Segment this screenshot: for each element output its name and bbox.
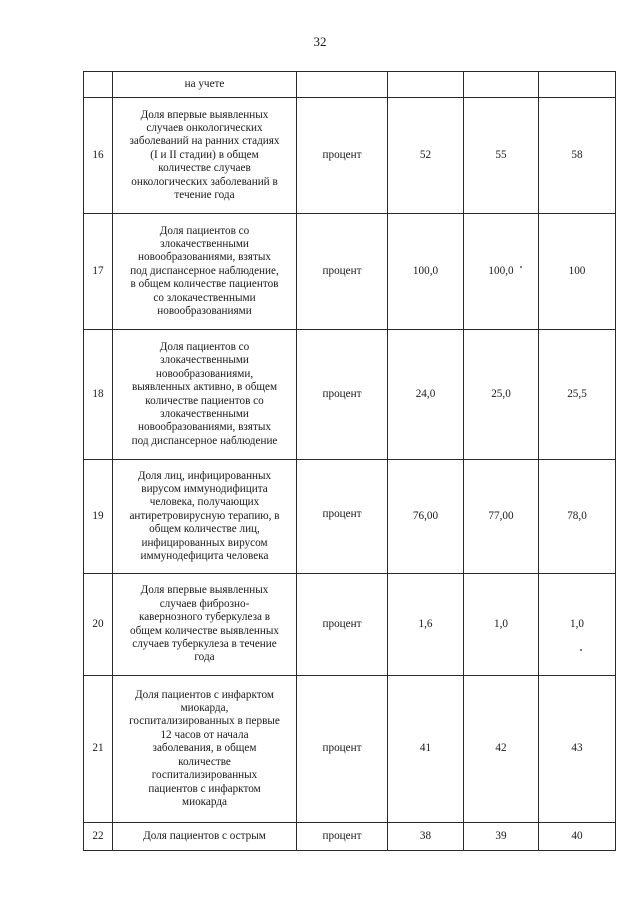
value-cell-3: 100 [539,214,616,330]
value-cell-1: 1,6 [388,574,464,676]
indicator-name-line: Доля впервые выявленных [140,108,269,121]
unit-cell [297,72,388,98]
indicator-name-cell [113,72,297,98]
indicator-name-line: общем количестве выявленных [129,624,280,637]
table-row [84,574,616,676]
indicator-name-line: миокарда [182,795,227,808]
indicator-name-line: 12 часов от начала [160,728,249,741]
indicator-name-line: новообразованиями [157,305,252,318]
indicator-name-line: злокачественными [160,354,249,367]
table-row [84,330,616,460]
indicator-name-cell [113,460,297,574]
value-cell-1: 24,0 [388,330,464,460]
indicator-name-line: инфицированных вирусом [141,536,268,549]
indicator-name-line: случаев туберкулеза в течение [132,637,277,650]
indicator-name-cell [113,214,297,330]
page-number: 32 [313,34,327,49]
row-number-cell: 21 [84,676,113,823]
row-number-cell: 22 [84,823,113,851]
value-cell-3: 58 [539,98,616,214]
table-row [84,823,616,851]
unit-cell: процент [297,98,388,214]
indicator-name-line: года [194,651,215,664]
indicator-name-line: антиретровирусную терапию, в [129,509,280,522]
indicator-name-line: миокарда, [180,702,229,715]
indicator-name-line: случаев фиброзно- [159,597,250,610]
row-number-cell: 19 [84,460,113,574]
indicator-name-line: Доля пациентов с инфарктом [135,688,274,701]
indicator-name-cell [113,98,297,214]
row-number-cell: 20 [84,574,113,676]
value-cell-1 [388,72,464,98]
indicator-name-line: злокачественными [160,407,249,420]
indicator-name-cell [113,676,297,823]
indicators-table [83,71,616,851]
indicator-name-cell [113,330,297,460]
indicator-name-line: человека, получающих [149,496,260,509]
indicator-name-line: новообразованиями, взятых [138,251,271,264]
row-number-cell [84,72,113,98]
indicator-name-line: Доля впервые выявленных [140,584,269,597]
ink-speck [580,649,582,651]
indicator-name-line: выявленных активно, в общем [131,381,278,394]
unit-cell: процент [297,823,388,851]
indicator-name-line: онкологических заболеваний в [131,175,278,188]
indicator-name-line: со злокачественными [153,291,256,304]
table-row [84,676,616,823]
value-cell-1: 41 [388,676,464,823]
unit-cell: процент [297,330,388,460]
table-row [84,98,616,214]
indicator-name-line: пациентов с инфарктом [148,782,261,795]
value-cell-2: 100,0 [464,214,539,330]
table-row [84,460,616,574]
value-cell-2: 42 [464,676,539,823]
indicator-name-line: под диспансерное наблюдение [131,434,278,447]
table-row [84,72,616,98]
indicator-name-cell [113,574,297,676]
ink-speck [520,266,522,268]
value-cell-3: 78,0 [539,460,616,574]
value-cell-1: 100,0 [388,214,464,330]
indicator-name-line: в общем количестве пациентов [130,278,279,291]
indicator-name-line: заболевания, в общем [152,742,257,755]
indicator-name-line: Доля пациентов с острым [143,829,266,842]
row-number-cell: 17 [84,214,113,330]
indicator-name-line: течение года [174,189,235,202]
indicator-name-line: Доля пациентов со [159,224,250,237]
unit-cell: процент [297,676,388,823]
value-cell-3: 25,5 [539,330,616,460]
indicator-name-line: госпитализированных [151,769,258,782]
indicator-name-line: (I и II стадии) в общем [150,148,259,161]
value-cell-2: 1,0 [464,574,539,676]
value-cell-1: 38 [388,823,464,851]
indicator-name-line: под диспансерное наблюдение, [130,264,279,277]
value-cell-1: 52 [388,98,464,214]
indicator-name-line: на учете [184,77,225,90]
indicator-name-line: новообразованиями, взятых [138,421,271,434]
row-number-cell: 16 [84,98,113,214]
value-cell-3 [539,72,616,98]
value-cell-3: 43 [539,676,616,823]
value-cell-2: 55 [464,98,539,214]
indicator-name-line: количестве случаев [158,162,251,175]
indicator-name-line: Доля лиц, инфицированных [137,469,272,482]
row-number-cell: 18 [84,330,113,460]
indicator-name-line: кавернозного туберкулеза в [138,611,271,624]
indicator-name-line: количестве [178,755,231,768]
unit-cell: процент [297,214,388,330]
indicator-name-line: вирусом иммунодифицита [141,482,268,495]
value-cell-2: 77,00 [464,460,539,574]
indicator-name-line: количестве пациентов со [145,394,264,407]
unit-cell: процент [297,460,388,574]
table-row [84,214,616,330]
value-cell-2 [464,72,539,98]
value-cell-2: 25,0 [464,330,539,460]
value-cell-1: 76,00 [388,460,464,574]
indicator-name-line: Доля пациентов со [159,340,250,353]
indicator-name-line: случаев онкологических [146,121,263,134]
indicator-name-line: иммунодефицита человека [140,550,269,563]
indicator-name-line: заболеваний на ранних стадиях [129,135,280,148]
value-cell-3: 1,0 [539,574,616,676]
value-cell-3: 40 [539,823,616,851]
indicator-name-cell [113,823,297,851]
unit-cell: процент [297,574,388,676]
indicator-name-line: госпитализированных в первые [129,715,280,728]
indicator-name-line: общем количестве лиц, [149,523,260,536]
indicator-name-line: злокачественными [160,237,249,250]
value-cell-2: 39 [464,823,539,851]
indicator-name-line: новообразованиями, [155,367,254,380]
